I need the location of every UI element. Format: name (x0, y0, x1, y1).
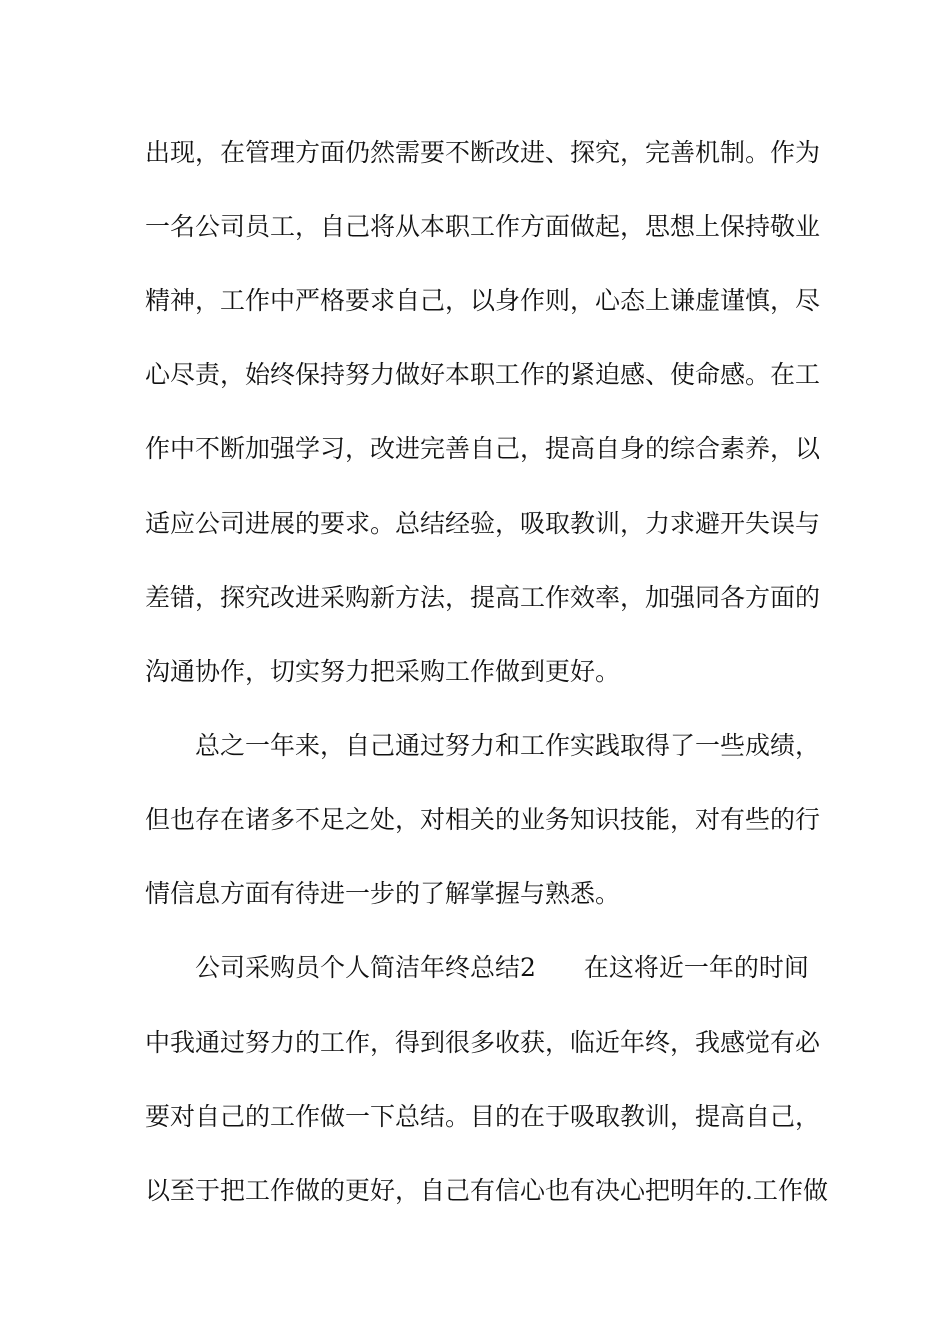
paragraph-2-line-2: 但也存在诸多不足之处，对相关的业务知识技能，对有些的行 (145, 805, 821, 834)
paragraph-3-line-1 (195, 948, 810, 988)
paragraph-2-line-1: 总之一年来，自己通过努力和工作实践取得了一些成绩， (195, 731, 821, 760)
paragraph-1-line-2: 一名公司员工，自己将从本职工作方面做起，思想上保持敬业 (145, 212, 821, 241)
paragraph-1-line-4: 心尽责，始终保持努力做好本职工作的紧迫感、使命感。在工 (145, 360, 821, 389)
paragraph-2-line-3: 情信息方面有待进一步的了解掌握与熟悉。 (145, 879, 621, 908)
paragraph-3-line-2: 中我通过努力的工作，得到很多收获，临近年终，我感觉有必 (145, 1028, 821, 1057)
paragraph-3-line-3: 要对自己的工作做一下总结。目的在于吸取教训，提高自己， (145, 1102, 821, 1131)
paragraph-1-line-5: 作中不断加强学习，改进完善自己，提高自身的综合素养，以 (145, 434, 821, 463)
paragraph-1-line-1: 出现，在管理方面仍然需要不断改进、探究，完善机制。作为 (145, 138, 821, 167)
paragraph-1-line-8: 沟通协作，切实努力把采购工作做到更好。 (145, 657, 621, 686)
paragraph-1-line-7: 差错，探究改进采购新方法，提高工作效率，加强同各方面的 (145, 583, 821, 612)
paragraph-1-line-3: 精神，工作中严格要求自己，以身作则，心态上谦虚谨慎，尽 (145, 286, 821, 315)
paragraph-3-line-4: 以至于把工作做的更好，自己有信心也有决心把明年的.工作做 (145, 1176, 828, 1205)
section-heading: 公司采购员个人简洁年终总结2 (195, 953, 536, 982)
paragraph-1-line-6: 适应公司进展的要求。总结经验，吸取教训，力求避开失误与 (145, 509, 821, 538)
paragraph-3-line-1-text: 在这将近一年的时间 (583, 953, 809, 982)
